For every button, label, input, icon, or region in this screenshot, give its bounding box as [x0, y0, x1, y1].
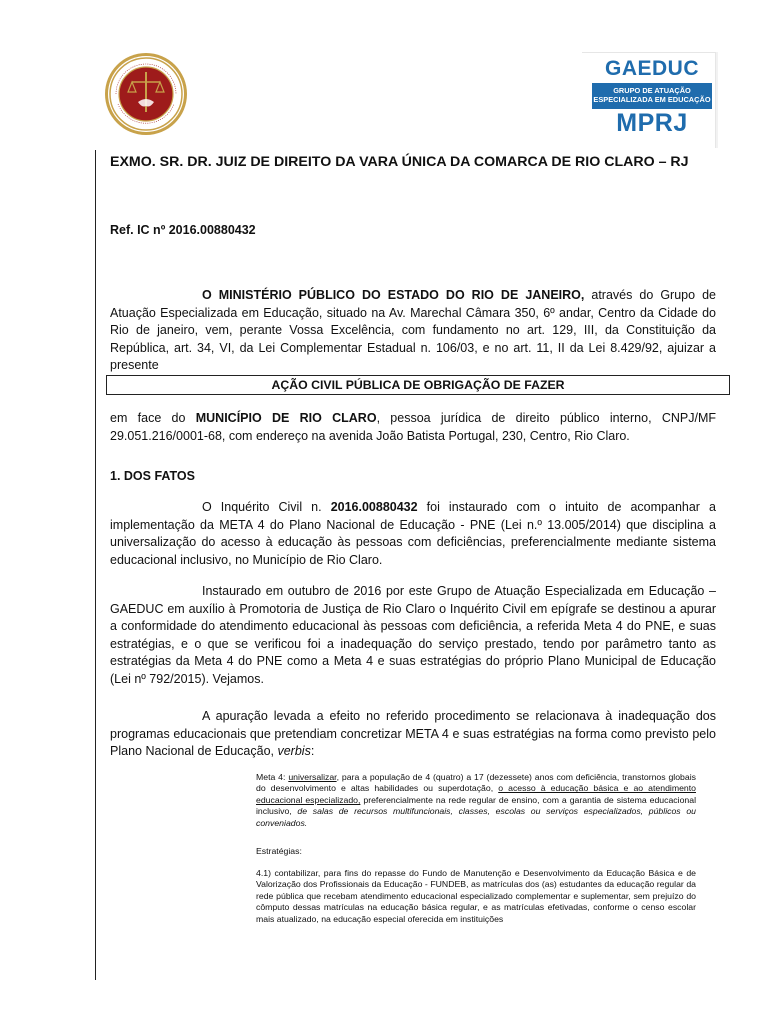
facts-p1-post: foi instaurado com o intuito de acompanhar a implementação da META 4 do Plano Nacional de Educação - PNE (Lei n.º 13.005/2014) que disciplina a universalização do acesso à educação às pessoas com deficiências, preferencialmente mediante sistema educacional inclusivo, no Município de Rio Claro.	[110, 500, 716, 567]
gaeduc-mprj-logo	[582, 52, 716, 148]
facts-p1-pre: O Inquérito Civil n.	[202, 500, 331, 514]
meta-underlined-1: universalizar	[288, 772, 337, 782]
margin-rule	[95, 150, 96, 980]
facts-paragraph-1	[110, 499, 716, 569]
meta-text-2: preferencialmente na rede regular de ensino, com a garantia de sistema educacional inclusivo,	[256, 794, 697, 817]
intro-text: através do Grupo de Atuação Especializada em Educação, situado na Av. Marechal Câmara 350, 6º andar, Centro da Cidade do Rio de janeiro, vem, perante Vossa Excelência, com fundamento no art. 129, III, da Constituição da República, art. 34, VI, da Lei Complementar Estadual n. 106/03, e no art. 11, II da Lei 8.429/92, ajuizar a presente	[110, 288, 716, 372]
reference-line: Ref. IC nº 2016.00880432	[110, 223, 256, 237]
strategies-label: Estratégias:	[256, 846, 302, 856]
facts-p3-end: :	[310, 744, 315, 758]
action-title: AÇÃO CIVIL PÚBLICA DE OBRIGAÇÃO DE FAZER	[106, 375, 730, 395]
meta-4-quote	[256, 772, 696, 829]
facts-p1-number: 2016.00880432	[330, 500, 418, 514]
facts-paragraph-2: Instaurado em outubro de 2016 por este Grupo de Atuação Especializada em Educação – GAEDUC em auxílio à Promotoria de Justiça de Rio Claro o Inquérito Civil em epígrafe se destinou a apurar a conformidade do atendimento educacional às pessoas com deficiência, a referida Meta 4 do PNE, e suas estratégias, e o que se verificou foi a inadequação do serviço prestado, tendo por parâmetro tanto as estratégias da Meta 4 do PNE como a Meta 4 e suas estratégias do próprio Plano Municipal de Educação (Lei nº 792/2015). Vejamos.	[110, 584, 716, 686]
facts-paragraph-3	[110, 708, 716, 761]
meta-italic: de salas de recursos multifuncionais, classes, escolas ou serviços especializados, públicos ou conveniados.	[256, 806, 696, 828]
facts-p3-text: A apuração levada a efeito no referido procedimento se relacionava à inadequação dos programas educacionais que pretendiam concretizar META 4 e suas estratégias na forma como previsto pelo Plano Nacional de Educação,	[110, 709, 716, 758]
defendant-post: , pessoa jurídica de direito público interno, CNPJ/MF 29.051.216/0001-68, com endereço na avenida João Batista Portugal, 230, Centro, Rio Claro.	[110, 411, 716, 443]
intro-paragraph	[110, 287, 716, 375]
logo-band: GRUPO DE ATUAÇÃO ESPECIALIZADA EM EDUCAÇÃO	[592, 83, 712, 109]
defendant-pre: em face do	[110, 411, 196, 425]
intro-org: O MINISTÉRIO PÚBLICO DO ESTADO DO RIO DE JANEIRO,	[202, 288, 585, 302]
defendant-paragraph	[110, 410, 716, 445]
section-heading-facts: 1. DOS FATOS	[110, 469, 195, 483]
meta-label: Meta 4:	[256, 772, 286, 782]
facts-p3-verbis: verbis	[277, 744, 311, 758]
mprj-seal-logo	[104, 52, 188, 136]
addressee-heading: EXMO. SR. DR. JUIZ DE DIREITO DA VARA ÚNICA DA COMARCA DE RIO CLARO – RJ	[110, 154, 689, 170]
defendant-name: MUNICÍPIO DE RIO CLARO	[195, 411, 377, 425]
meta-text-1: , para a população de 4 (quatro) a 17 (dezessete) anos com deficiência, transtornos globais do desenvolvimento e altas habilidades ou superdotação,	[256, 772, 696, 794]
logo-subtitle: MPRJ	[616, 109, 688, 137]
logo-title: GAEDUC	[604, 57, 699, 80]
meta-underlined-2: o acesso à educação básica e ao atendimento educacional especializado,	[256, 783, 696, 805]
strategy-4-1: 4.1) contabilizar, para fins do repasse do Fundo de Manutenção e Desenvolvimento da Educação Básica e de Valorização dos Profissionais da Educação - FUNDEB, as matrículas dos (as) estudantes da educação regular da rede pública que recebam atendimento educacional especializado complementar e suplementar, sem prejuízo do cômputo dessas matrículas na educação básica regular, e as matrículas efetivadas, conforme o censo escolar mais atualizado, na educação especial oferecida em instituições	[256, 868, 696, 924]
